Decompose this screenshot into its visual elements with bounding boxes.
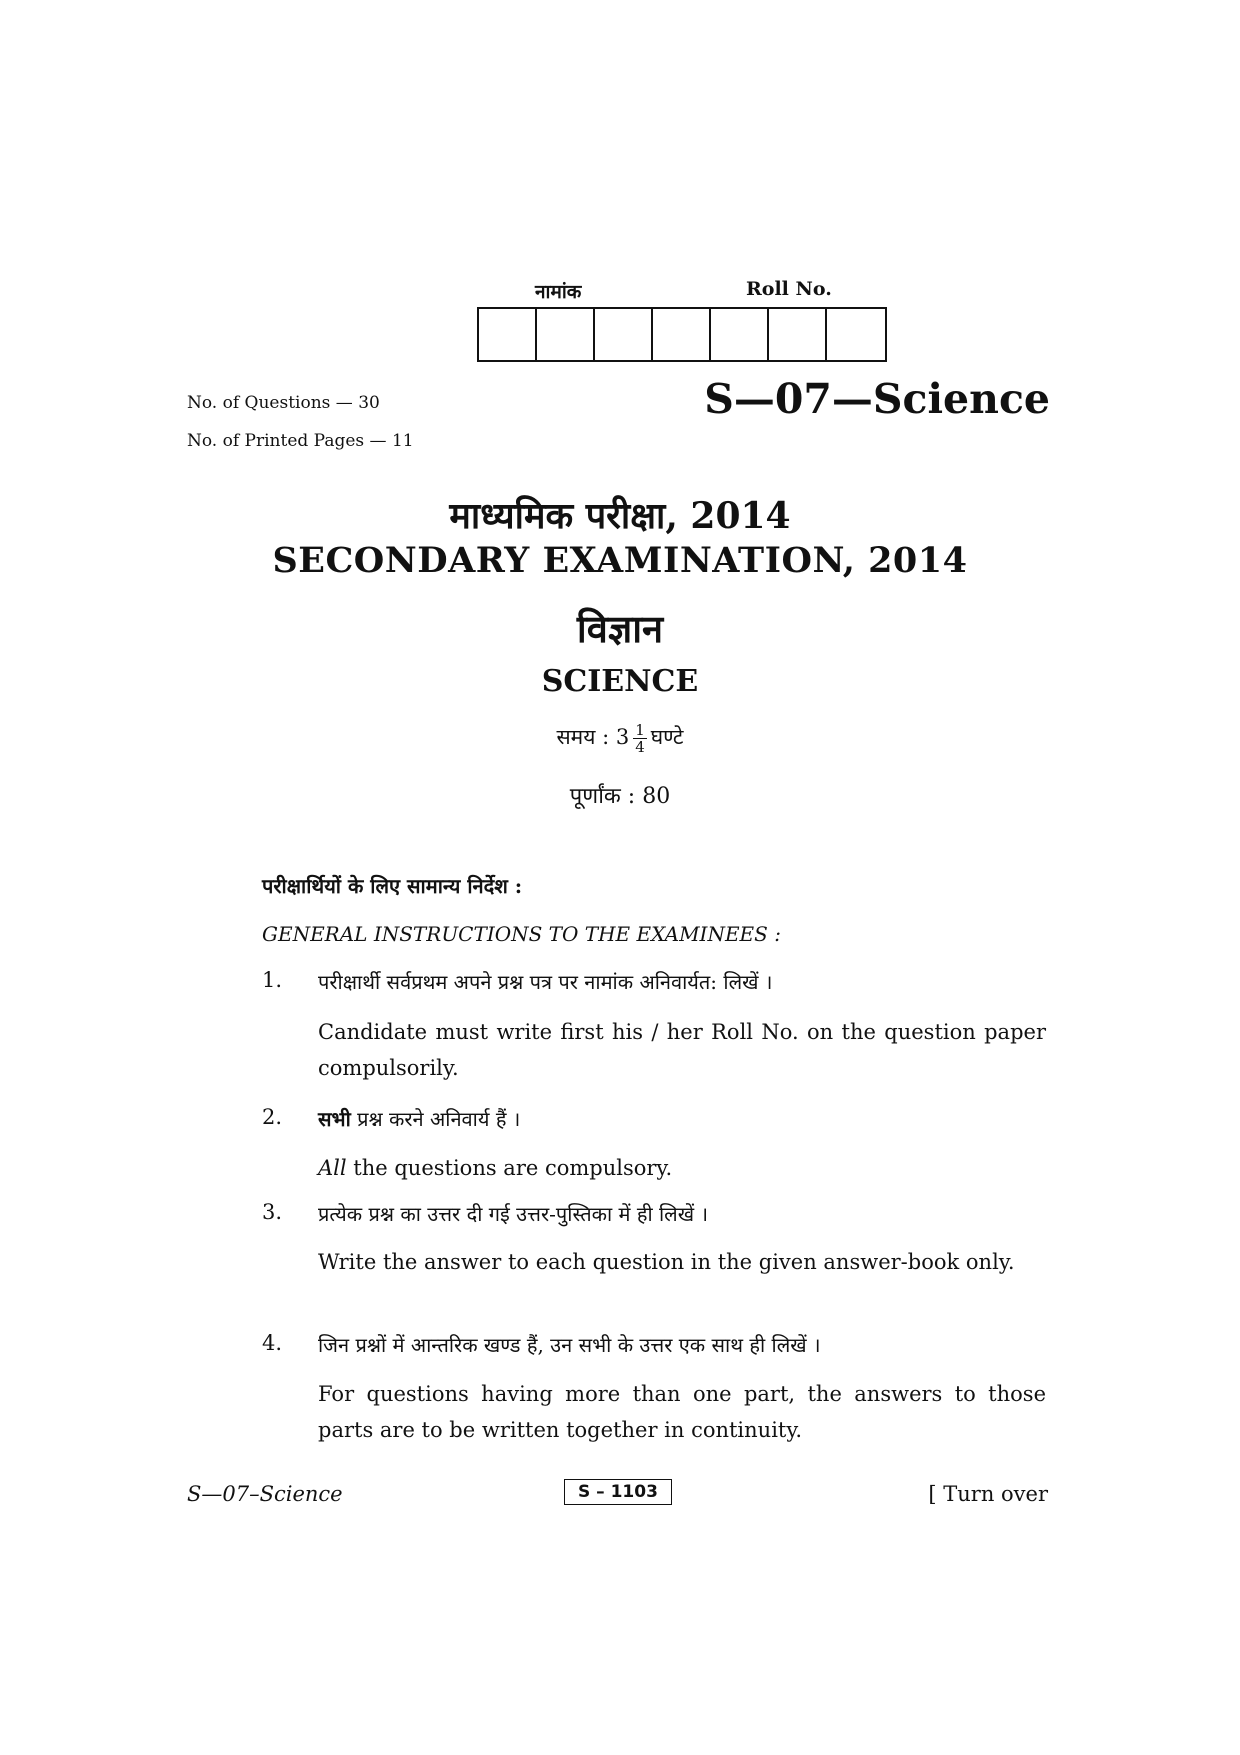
time-label: समय : 3 (556, 725, 630, 749)
roll-digit-box[interactable] (653, 309, 711, 360)
footer-paper-code: S—07–Science (187, 1482, 343, 1506)
roll-label-hindi: नामांक (535, 281, 582, 303)
exam-title-hindi: माध्यमिक परीक्षा, 2014 (449, 495, 791, 537)
roll-digit-box[interactable] (711, 309, 769, 360)
instruction-hindi: परीक्षार्थी सर्वप्रथम अपने प्रश्न पत्र पर नामांक अनिवार्यत: लिखें । (318, 970, 773, 994)
fraction-denominator: 4 (635, 738, 645, 756)
instruction-number: 1. (262, 968, 283, 992)
printed-page-count: No. of Printed Pages — 11 (187, 431, 414, 451)
instruction-english: Candidate must write first his / her Roll No. on the question paper compulsorily. (318, 1020, 1046, 1080)
time-unit: घण्टे (650, 725, 684, 749)
instructions-heading-english: GENERAL INSTRUCTIONS TO THE EXAMINEES : (262, 922, 781, 946)
footer-serial-code: S – 1103 (564, 1479, 672, 1505)
roll-digit-box[interactable] (479, 309, 537, 360)
roll-number-boxes (477, 307, 887, 362)
instruction-hindi: जिन प्रश्नों में आन्तरिक खण्ड हैं, उन सभी के उत्तर एक साथ ही लिखें । (318, 1333, 821, 1357)
roll-digit-box[interactable] (827, 309, 885, 360)
roll-digit-box[interactable] (537, 309, 595, 360)
instruction-english (318, 1150, 1046, 1186)
question-count: No. of Questions — 30 (187, 393, 380, 413)
roll-digit-box[interactable] (595, 309, 653, 360)
max-marks: पूर्णांक : 80 (569, 784, 671, 809)
instruction-text: the questions are compulsory. (346, 1156, 673, 1180)
instruction-emphasis: All (318, 1156, 347, 1180)
instruction-emphasis: सभी (318, 1107, 351, 1131)
instruction-number: 3. (262, 1200, 283, 1224)
instruction-text: प्रश्न करने अनिवार्य हैं । (350, 1107, 521, 1131)
paper-code: S—07—Science (704, 375, 1050, 423)
subject-title-hindi: विज्ञान (576, 606, 664, 651)
roll-digit-box[interactable] (769, 309, 827, 360)
instruction-english: For questions having more than one part, the answers to those parts are to be written together in continuity. (318, 1382, 1046, 1442)
time-fraction (633, 722, 647, 755)
turn-over-note: [ Turn over (928, 1482, 1048, 1506)
fraction-numerator: 1 (635, 721, 645, 739)
instructions-heading-hindi: परीक्षार्थियों के लिए सामान्य निर्देश : (262, 874, 523, 898)
instruction-number: 2. (262, 1105, 283, 1129)
instruction-hindi (318, 1105, 520, 1132)
instruction-number: 4. (262, 1331, 283, 1355)
instruction-english: Write the answer to each question in the given answer-book only. (318, 1250, 1015, 1274)
instruction-hindi: प्रत्येक प्रश्न का उत्तर दी गई उत्तर-पुस्तिका में ही लिखें । (318, 1202, 709, 1226)
exam-title-english: SECONDARY EXAMINATION, 2014 (272, 540, 968, 581)
subject-title-english: SCIENCE (541, 664, 699, 699)
time-allowed (0, 722, 1240, 755)
roll-label-english: Roll No. (746, 278, 832, 300)
